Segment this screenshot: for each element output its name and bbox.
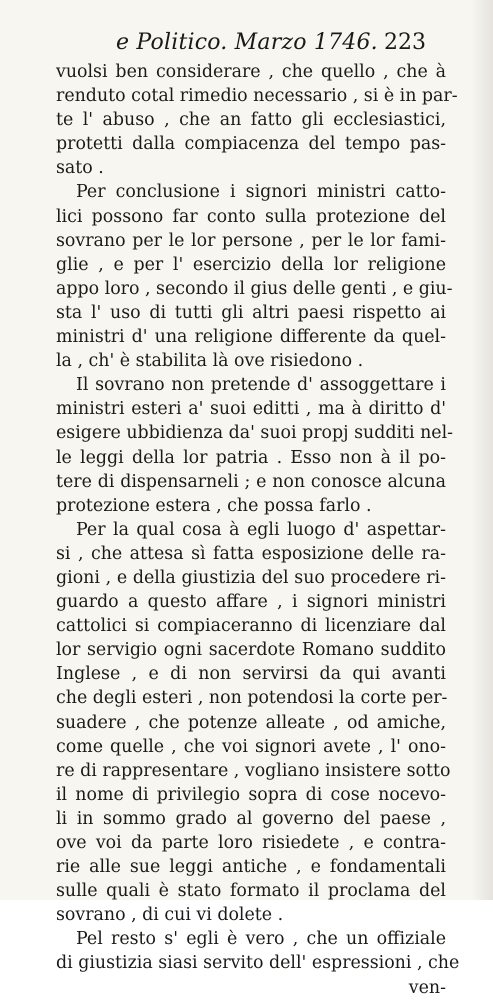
- text-line: re di rappresentare , vogliano insistere sotto: [56, 760, 451, 781]
- text-line: di giustizia siasi servito dell' espressioni , che: [56, 953, 460, 974]
- page-number: 223: [384, 30, 426, 55]
- text-line: come quelle , che voi signori avete , l' ono-: [56, 736, 446, 757]
- text-line: ministri esteri a' suoi editti , ma à diritto d': [56, 399, 446, 420]
- text-line: sovrano , di cui vi dolete .: [56, 905, 284, 926]
- text-line: renduto cotal rimedio necessario , si è in par-: [56, 86, 458, 107]
- text-line: Inglese , e di non servirsi da qui avanti: [56, 664, 446, 685]
- text-line: la , ch' è stabilita là ove risiedono .: [56, 351, 364, 372]
- text-line: suadere , che potenze alleate , od amiche,: [56, 712, 446, 733]
- text-line: protezione estera , che possa farlo .: [56, 495, 372, 516]
- text-line: ministri d' una religione differente da quel-: [56, 327, 446, 348]
- text-line: esigere ubbidienza da' suoi propj sudditi nel-: [56, 423, 454, 444]
- paragraph-continuation: [56, 60, 458, 180]
- text-line: Pel resto s' egli è vero , che un offiziale: [76, 929, 446, 950]
- text-line: sulle quali è stato formato il proclama del: [56, 881, 446, 902]
- text-line: li in sommo grado al governo del paese ,: [56, 808, 446, 829]
- running-head: [0, 30, 493, 58]
- text-line: Per conclusione i signori ministri catto-: [76, 182, 446, 203]
- text-line: si , che attesa sì fatta esposizione delle ra-: [56, 543, 446, 564]
- text-line: che degli esteri , non potendosi la corte per-: [56, 688, 448, 709]
- paragraph-pel-resto: [56, 927, 460, 975]
- text-line: sovrano per le lor persone , per le lor fami-: [56, 230, 446, 251]
- text-line: vuolsi ben considerare , che quello , che à: [56, 62, 446, 82]
- text-line: protetti dalla compiacenza del tempo pas-: [56, 134, 446, 155]
- text-line: cattolici si compiaceranno di licenziare dal: [56, 616, 446, 637]
- text-line: gioni , e della giustizia del suo procedere ri-: [56, 567, 446, 588]
- catchword: ven-: [408, 977, 446, 998]
- text-line: Per la qual cosa à egli luogo d' aspettar-: [76, 519, 446, 540]
- text-line: tere di dispensarneli ; e non conosce alcuna: [56, 471, 446, 492]
- text-line: lor servigio ogni sacerdote Romano suddito: [56, 640, 446, 661]
- page-edge-shadow: [471, 0, 493, 900]
- text-line: guardo a questo affare , i signori ministri: [56, 592, 446, 613]
- text-line: rie alle sue leggi antiche , e fondamentali: [56, 857, 446, 878]
- body-text: [56, 60, 460, 1000]
- paragraph-qual-cosa: [56, 518, 451, 928]
- text-line: le leggi della lor patria . Esso non à il po-: [56, 447, 446, 468]
- text-line: sta l' uso di tutti gli altri paesi rispetto ai: [56, 302, 446, 323]
- text-line: appo loro , secondo il gius delle genti , e giu-: [56, 278, 453, 299]
- running-title: e Politico. Marzo 1746.: [116, 30, 378, 55]
- text-line: Il sovrano non pretende d' assoggettare i: [76, 375, 446, 396]
- paragraph-sovrano: [56, 373, 454, 518]
- text-line: ove voi da parte loro risiedete , e contra-: [56, 833, 446, 853]
- text-line: sato .: [56, 158, 104, 179]
- text-line: glie , e per l' esercizio della lor religione: [56, 254, 446, 275]
- text-line: te l' abuso , che an fatto gli ecclesiastici,: [56, 110, 446, 131]
- text-line: il nome di privilegio sopra di cose nocevo-: [56, 784, 446, 805]
- text-line: lici possono far conto sulla protezione del: [56, 206, 446, 227]
- paragraph-conclusione: [56, 180, 453, 373]
